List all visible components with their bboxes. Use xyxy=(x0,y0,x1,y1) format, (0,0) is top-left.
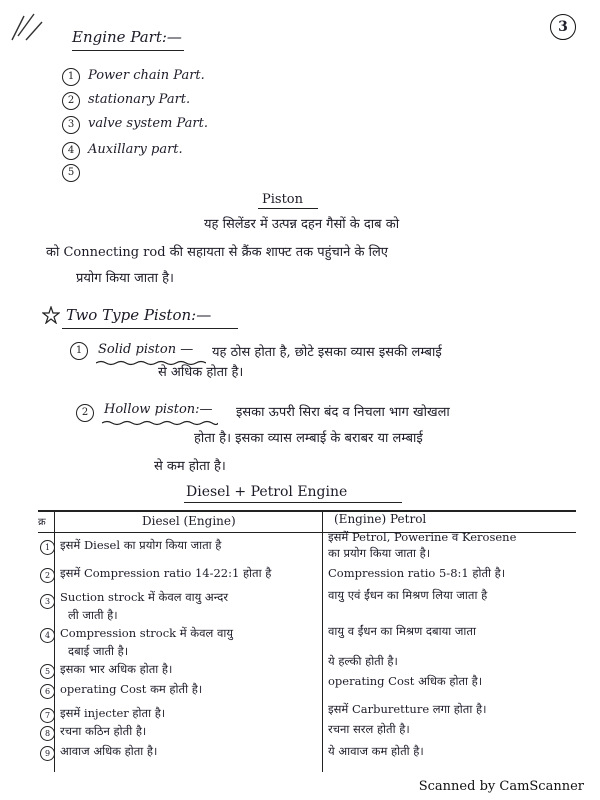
diesel-cell: Suction strock में केवल वायु अन्दर xyxy=(60,590,229,604)
petrol-cell: Compression ratio 5-8:1 होती है। xyxy=(328,566,506,580)
row-number: 7 xyxy=(40,708,55,723)
diesel-cell: दबाई जाती है। xyxy=(68,644,129,658)
petrol-cell: ये आवाज कम होती है। xyxy=(328,744,424,758)
petrol-cell: रचना सरल होती है। xyxy=(328,722,410,736)
diesel-cell: इसमें injecter होता है। xyxy=(60,706,166,720)
diesel-cell: operating Cost कम होती है। xyxy=(60,682,203,696)
hollow-line-2: होता है। इसका व्यास लम्बाई के बराबर या लम्बाई xyxy=(194,431,423,446)
row-number: 2 xyxy=(40,568,55,583)
diesel-cell: Compression strock में केवल वायु xyxy=(60,626,234,640)
header-sno: क्र xyxy=(38,517,46,528)
list-number: 2 xyxy=(62,92,80,110)
hollow-label: Hollow piston:— xyxy=(104,402,213,417)
hollow-line-3: से कम होता है। xyxy=(154,459,226,474)
diesel-cell: आवाज अधिक होता है। xyxy=(60,744,158,758)
list-text: Power chain Part. xyxy=(88,68,205,83)
list-number: 1 xyxy=(62,68,80,86)
hollow-number: 2 xyxy=(76,404,94,422)
two-type-underline xyxy=(62,328,238,329)
solid-label: Solid piston — xyxy=(98,342,194,357)
hollow-wavy-underline xyxy=(102,420,218,426)
list-number: 5 xyxy=(62,164,80,182)
diesel-cell: ली जाती है। xyxy=(68,608,118,622)
header-diesel: Diesel (Engine) xyxy=(142,514,236,528)
corner-scribble-icon xyxy=(8,10,48,44)
engine-part-underline xyxy=(72,50,184,51)
comparison-title-underline xyxy=(184,502,402,503)
list-number: 4 xyxy=(62,142,80,160)
diesel-cell: रचना कठिन होती है। xyxy=(60,724,147,738)
diesel-cell: इसमें Compression ratio 14-22:1 होता है xyxy=(60,566,272,580)
row-number: 6 xyxy=(40,684,55,699)
two-type-heading: Two Type Piston:— xyxy=(66,306,212,324)
list-number: 3 xyxy=(62,116,80,134)
diesel-cell: इसका भार अधिक होता है। xyxy=(60,662,173,676)
petrol-cell: इसमें Petrol, Powerine व Kerosene xyxy=(328,530,517,544)
list-text: valve system Part. xyxy=(88,116,208,131)
petrol-cell: वायु व ईंधन का मिश्रण दबाया जाता xyxy=(328,624,476,638)
engine-part-heading: Engine Part:— xyxy=(72,28,182,46)
table-top-line xyxy=(38,510,576,512)
row-number: 1 xyxy=(40,540,55,555)
page-number: 3 xyxy=(550,14,576,40)
list-text: stationary Part. xyxy=(88,92,191,107)
scanner-watermark: Scanned by CamScanner xyxy=(418,779,584,794)
hollow-line-1: इसका ऊपरी सिरा बंद व निचला भाग खोखला xyxy=(236,405,450,420)
petrol-cell: ये हल्की होती है। xyxy=(328,654,398,668)
piston-line-1: यह सिलेंडर में उत्पन्न दहन गैसों के दाब को xyxy=(204,217,400,232)
header-petrol: (Engine) Petrol xyxy=(334,512,427,526)
solid-line-2: से अधिक होता है। xyxy=(158,365,244,380)
petrol-cell: इसमें Carburetture लगा होता है। xyxy=(328,702,487,716)
row-number: 9 xyxy=(40,746,55,761)
petrol-cell: वायु एवं ईंधन का मिश्रण लिया जाता है xyxy=(328,588,488,602)
row-number: 3 xyxy=(40,594,55,609)
diesel-cell: इसमें Diesel का प्रयोग किया जाता है xyxy=(60,538,222,552)
comparison-table xyxy=(38,510,576,772)
row-number: 4 xyxy=(40,628,55,643)
table-col-line-2 xyxy=(322,510,323,772)
comparison-title: Diesel + Petrol Engine xyxy=(186,484,348,500)
petrol-cell: का प्रयोग किया जाता है। xyxy=(328,546,431,560)
petrol-cell: operating Cost अधिक होता है। xyxy=(328,674,483,688)
piston-line-3: प्रयोग किया जाता है। xyxy=(76,271,174,286)
piston-line-2: को Connecting rod की सहायता से क्रैंक शाफ्ट तक पहुंचाने के लिए xyxy=(46,245,388,260)
solid-number: 1 xyxy=(70,342,88,360)
solid-line-1: यह ठोस होता है, छोटे इसका व्यास इसकी लम्बाई xyxy=(212,345,442,360)
piston-title-underline xyxy=(258,208,318,209)
list-text: Auxillary part. xyxy=(88,142,183,157)
star-bullet-icon xyxy=(42,306,60,324)
row-number: 8 xyxy=(40,726,55,741)
piston-title: Piston xyxy=(262,192,303,207)
row-number: 5 xyxy=(40,664,55,679)
